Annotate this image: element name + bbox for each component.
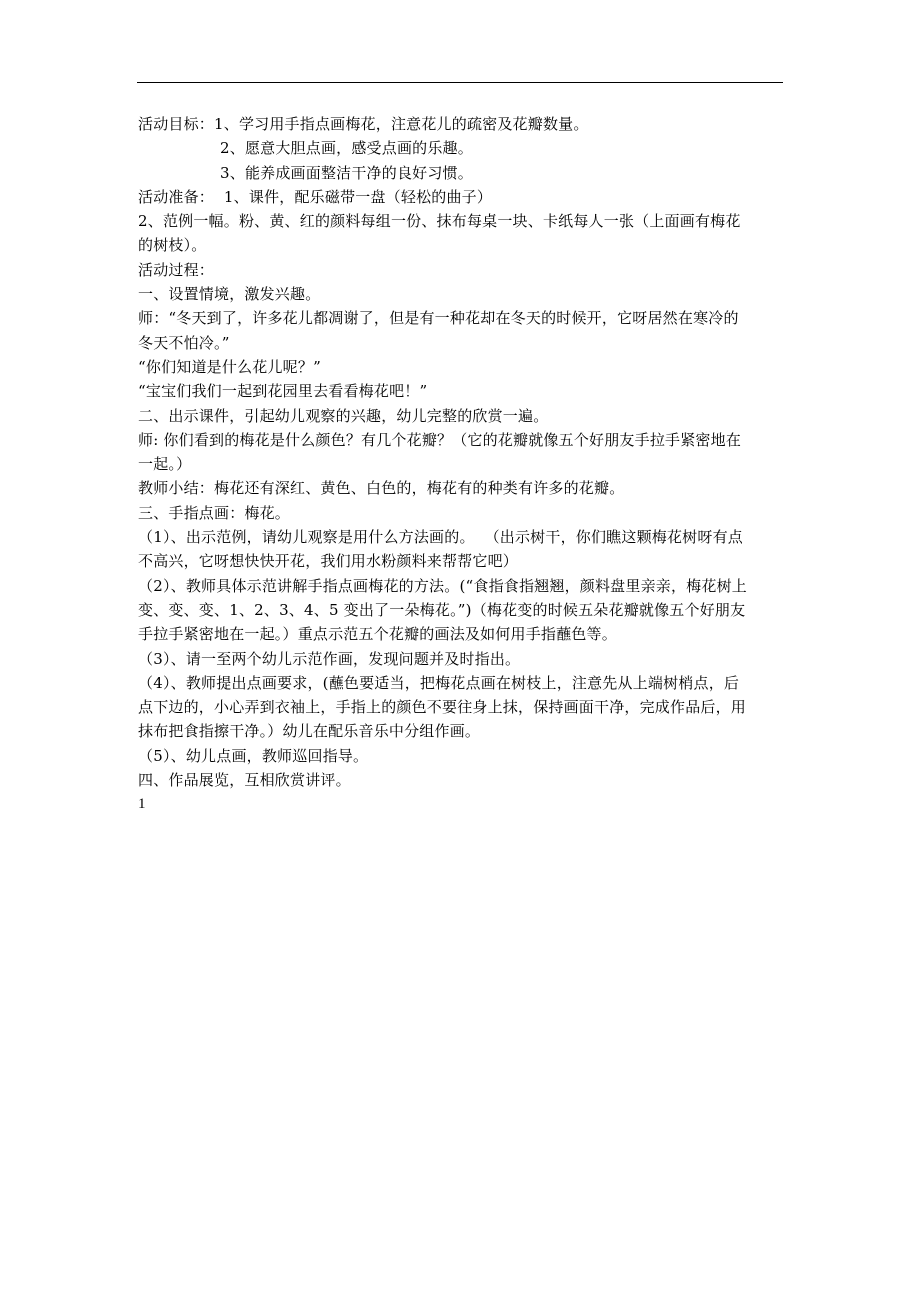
text-line: （5）、幼儿点画，教师巡回指导。	[138, 746, 369, 765]
page-number: 1	[138, 796, 146, 813]
text-line: 活动过程：	[138, 260, 215, 279]
text-line: 师: 你们看到的梅花是什么颜色？有几个花瓣？（它的花瓣就像五个好朋友手拉手紧密地在	[138, 430, 742, 449]
text-line: 3、能养成画面整洁干净的良好习惯。	[220, 163, 473, 182]
text-line: 2、愿意大胆点画，感受点画的乐趣。	[220, 139, 473, 158]
text-line: 的树枝）。	[138, 236, 207, 255]
text-line: 2、范例一幅。粉、黄、红的颜料每组一份、抹布每桌一块、卡纸每人一张（上面画有梅花	[138, 212, 741, 231]
text-line: 教师小结：梅花还有深红、黄色、白色的，梅花有的种类有许多的花瓣。	[138, 479, 625, 498]
header-rule	[137, 82, 783, 83]
text-line: 抹布把食指擦干净。）幼儿在配乐音乐中分组作画。	[138, 722, 481, 741]
text-line: （4）、教师提出点画要求，(蘸色要适当，把梅花点画在树枝上，注意先从上端树梢点，后	[138, 673, 740, 692]
text-line: 活动准备： 1、课件，配乐磁带一盘（轻松的曲子）	[138, 187, 493, 206]
text-line: （2）、教师具体示范讲解手指点画梅花的方法。(“食指食指翘翘，颜料盘里亲亲，梅花树上	[138, 576, 747, 595]
text-line: “宝宝们我们一起到花园里去看看梅花吧！”	[138, 382, 428, 401]
text-line: （1）、出示范例，请幼儿观察是用什么方法画的。 （出示树干，你们瞧这颗梅花树呀有点	[138, 528, 743, 547]
text-line: 四、作品展览，互相欣赏讲评。	[138, 771, 351, 790]
text-line: 三、手指点画：梅花。	[138, 503, 291, 522]
text-line: 不高兴，它呀想快快开花，我们用水粉颜料来帮帮它吧）	[138, 552, 519, 571]
text-line: 一、设置情境，激发兴趣。	[138, 285, 321, 304]
text-line: 师：“冬天到了，许多花儿都凋谢了，但是有一种花却在冬天的时候开，它呀居然在寒冷的	[138, 309, 739, 328]
text-line: 冬天不怕冷。”	[138, 333, 230, 352]
text-line: “你们知道是什么花儿呢？”	[138, 357, 321, 376]
text-line: 变、变、变、1、2、3、4、5 变出了一朵梅花。”)（梅花变的时候五朵花瓣就像五个好朋友	[138, 600, 746, 619]
text-line: 二、出示课件，引起幼儿观察的兴趣，幼儿完整的欣赏一遍。	[138, 406, 549, 425]
document-body	[138, 112, 784, 817]
text-line: 活动目标：1、学习用手指点画梅花，注意花儿的疏密及花瓣数量。	[138, 115, 589, 133]
text-line: （3）、请一至两个幼儿示范作画，发现问题并及时指出。	[138, 649, 521, 668]
text-line: 点下边的，小心弄到衣袖上，手指上的颜色不要往身上抹，保持画面干净，完成作品后，用	[138, 698, 747, 717]
text-line: 手拉手紧密地在一起。）重点示范五个花瓣的画法及如何用手指蘸色等。	[138, 625, 617, 644]
text-line: 一起。）	[138, 455, 192, 474]
